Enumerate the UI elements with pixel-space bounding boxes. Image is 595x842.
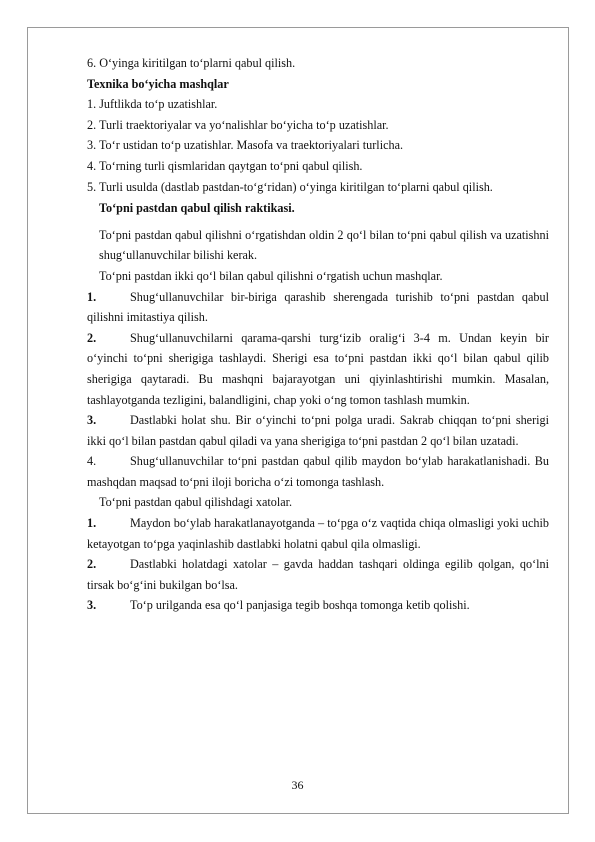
list-item: 6. O‘yinga kiritilgan to‘plarni qabul qilish. [87,56,296,70]
error-text: To‘p urilganda esa qo‘l panjasiga tegib boshqa tomonga ketib qolishi. [130,598,470,613]
exercise-item [87,287,549,328]
exercise-number: 3. [87,413,97,428]
error-item [87,595,549,616]
error-text: Maydon bo‘ylab harakatlanayotganda – to‘pga o‘z vaqtida chiqa olmasligi yoki uchib ketayotgan to‘pga yaqinlashib dastlabki holatni qabul qila olmasligi. [87,516,549,551]
exercise-number: 2. [87,330,97,345]
exercise-text: Shug‘ullanuvchilarni qarama-qarshi turg‘izib oralig‘i 3-4 m. Undan keyin bir o‘yinchi to‘pni sherigiga tashlaydi. Sherigi esa to‘pni pastdan ikki qo‘l bilan qabul qilib sherigiga qaytaradi. Bu mashqni bajarayotgan uni qiyinlashtirishi mumkin. Masalan, tashlayotganda tezligini, balandligini, chap yoki o‘ng tomon tashlash mumkin. [87,330,549,407]
exercise-text: Shug‘ullanuvchilar bir-biriga qarashib sherengada turishib to‘pni pastdan qabul qilishni imitastiya qilish. [87,289,549,325]
error-number: 3. [87,598,97,613]
intro-paragraph: To‘pni pastdan ikki qo‘l bilan qabul qilishni o‘rgatish uchun mashqlar. [99,268,443,283]
error-number: 2. [87,557,97,572]
page-content [87,53,549,616]
errors-title: To‘pni pastdan qabul qilishdagi xatolar. [99,495,293,510]
exercise-item [87,410,549,451]
exercise-number: 4. [87,454,97,469]
exercise-item [87,328,549,410]
error-item [87,513,549,554]
exercise-item [87,451,549,492]
list-item: 4. To‘rning turli qismlaridan qaytgan to‘pni qabul qilish. [87,158,363,173]
exercise-number: 1. [87,289,97,304]
error-item [87,554,549,595]
list-item: 5. Turli usulda (dastlab pastdan-to‘g‘ridan) o‘yinga kiritilgan to‘plarni qabul qilish. [87,179,493,194]
list-item: 1. Juftlikda to‘p uzatishlar. [87,97,218,112]
section-title: To‘pni pastdan qabul qilish raktikasi. [99,201,295,216]
exercise-text: Shug‘ullanuvchilar to‘pni pastdan qabul qilib maydon bo‘ylab harakatlanishadi. Bu mashqdan maqsad to‘pni iloji boricha o‘zi tomonga tashlash. [87,454,549,489]
error-number: 1. [87,516,97,531]
list-item: 3. To‘r ustidan to‘p uzatishlar. Masofa va traektoriyalari turlicha. [87,138,404,153]
intro-paragraph: To‘pni pastdan qabul qilishni o‘rgatishdan oldin 2 qo‘l bilan to‘pni qabul qilish va uzatishni shug‘ullanuvchilar bilishi kerak. [99,227,549,263]
list-item: 2. Turli traektoriyalar va yo‘nalishlar bo‘yicha to‘p uzatishlar. [87,117,389,132]
error-text: Dastlabki holatdagi xatolar – gavda haddan tashqari oldinga egilib qolgan, qo‘lni tirsak bo‘g‘ini bukilgan bo‘lsa. [87,557,549,592]
page-number: 36 [291,778,304,792]
subheading-exercises: Texnika bo‘yicha mashqlar [87,76,229,91]
exercise-text: Dastlabki holat shu. Bir o‘yinchi to‘pni polga uradi. Sakrab chiqqan to‘pni sherigi ikki qo‘l bilan pastdan qabul qiladi va yana sherigiga to‘pni pastdan 2 qo‘l bilan uzatadi. [87,413,549,448]
